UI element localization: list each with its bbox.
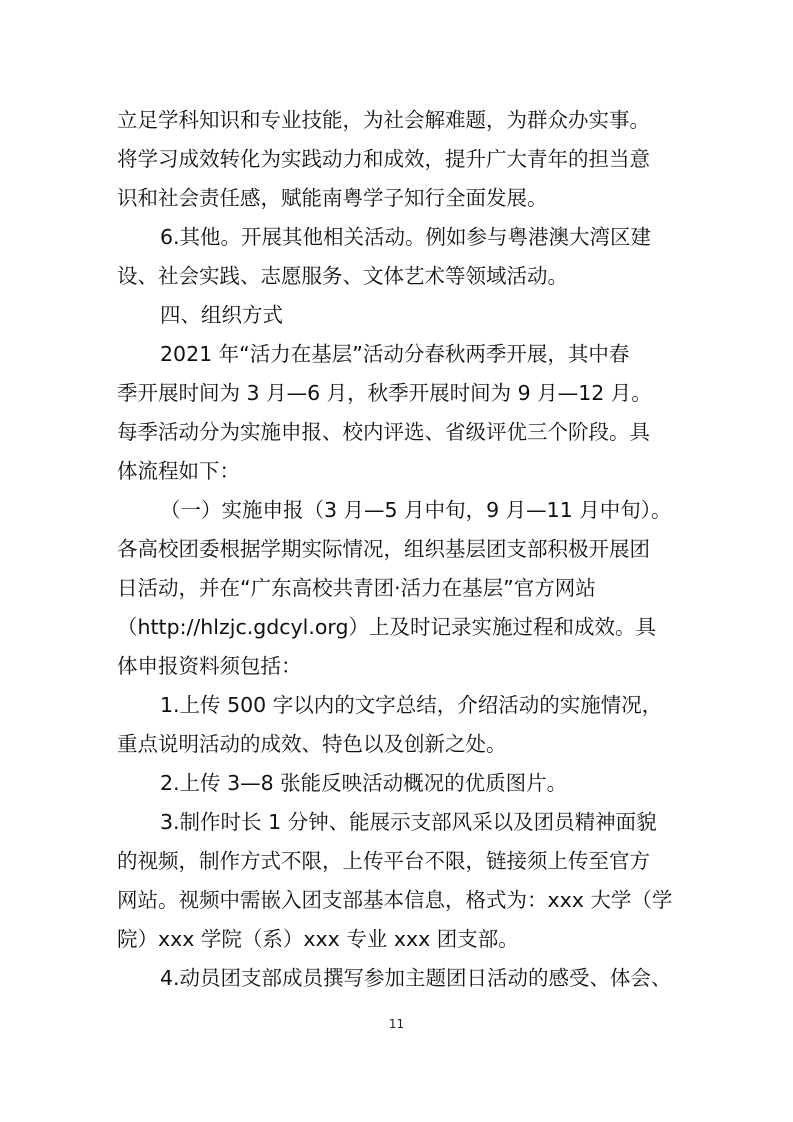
body-text-line: 网站。视频中需嵌入团支部基本信息，格式为：xxx 大学（学 [117, 888, 673, 912]
list-item-line: 1.上传 500 字以内的文字总结，介绍活动的实施情况， [160, 693, 663, 717]
page-number: 11 [388, 1017, 405, 1031]
body-text-line: 各高校团委根据学期实际情况，组织基层团支部积极开展团 [117, 537, 650, 561]
body-text-line: （http://hlzjc.gdcyl.org）上及时记录实施过程和成效。具 [117, 615, 656, 639]
body-text-line: 的视频，制作方式不限，上传平台不限，链接须上传至官方 [117, 849, 650, 873]
body-text-line: 体申报资料须包括： [117, 654, 302, 678]
body-text-line: 识和社会责任感，赋能南粤学子知行全面发展。 [117, 186, 548, 210]
body-text-line: 每季活动分为实施申报、校内评选、省级评优三个阶段。具 [117, 420, 650, 444]
body-text-line: 设、社会实践、志愿服务、文体艺术等领域活动。 [117, 264, 568, 288]
body-text-line: 6.其他。开展其他相关活动。例如参与粤港澳大湾区建 [160, 225, 652, 249]
body-text-line: 立足学科知识和专业技能，为社会解难题，为群众办实事。 [117, 108, 650, 132]
list-item-line: 2.上传 3—8 张能反映活动概况的优质图片。 [160, 771, 568, 795]
body-text-line: 体流程如下： [117, 459, 240, 483]
body-text-line: 日活动，并在“广东高校共青团·活力在基层”官方网站 [117, 576, 596, 600]
subsection-heading: （一）实施申报（3 月—5 月中旬，9 月—11 月中旬）。 [160, 498, 672, 522]
body-text-line: 2021 年“活力在基层”活动分春秋两季开展，其中春 [160, 342, 630, 366]
body-text-line: 院）xxx 学院（系）xxx 专业 xxx 团支部。 [117, 927, 519, 951]
body-text-line: 重点说明活动的成效、特色以及创新之处。 [117, 732, 507, 756]
list-item-line: 4.动员团支部成员撰写参加主题团日活动的感受、体会、 [160, 966, 672, 990]
body-text-line: 季开展时间为 3 月—6 月，秋季开展时间为 9 月—12 月。 [117, 381, 652, 405]
section-heading: 四、组织方式 [160, 303, 283, 327]
list-item-line: 3.制作时长 1 分钟、能展示支部风采以及团员精神面貌 [160, 810, 657, 834]
body-text-line: 将学习成效转化为实践动力和成效，提升广大青年的担当意 [117, 147, 650, 171]
